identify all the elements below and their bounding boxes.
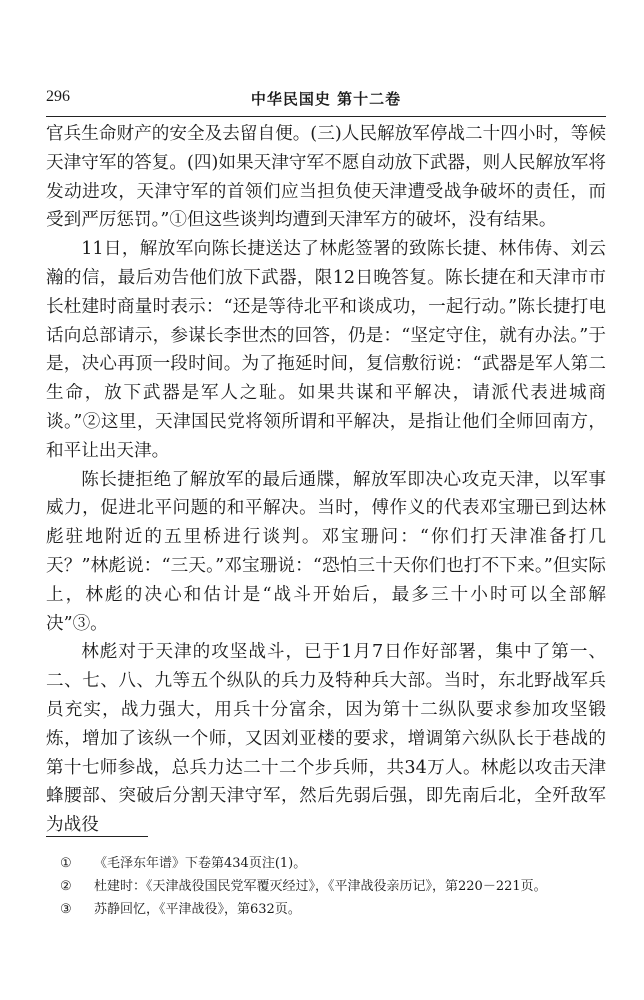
footnote-text: 苏静回忆，《平津战役》，第632页。: [94, 902, 301, 917]
paragraph-continued: 官兵生命财产的安全及去留自便。(三)人民解放军停战二十四小时，等候天津守军的答复。(四)如果天津守军不愿自动放下武器，则人民解放军将发动进攻，天津守军的首领们应当担负使天津遭受战争破坏的责任，而受到严厉惩罚。”①但这些谈判均遭到天津军方的破坏，没有结果。: [46, 124, 606, 231]
page-number: 296: [46, 88, 70, 105]
footnote-mark: ③: [60, 902, 72, 917]
footnote-text: 《毛泽东年谱》下卷第434页注(1)。: [94, 856, 307, 871]
paragraph: 林彪对于天津的攻坚战斗，已于1月7日作好部署，集中了第一、二、七、八、九等五个纵队的兵力及特种兵大部。当时，东北野战军兵员充实，战力强大，用兵十分富余，因为第十二纵队要求参加攻坚锻炼，增加了该纵一个师，又因刘亚楼的要求，增调第六纵队长于巷战的第十七师参战，总兵力达二十二个步兵师，共34万人。林彪以攻击天津蜂腰部、突破后分割天津守军，然后先弱后强，即先南后北，全歼敌军为战役: [46, 642, 606, 836]
paragraph: 11日，解放军向陈长捷送达了林彪签署的致陈长捷、林伟俦、刘云瀚的信，最后劝告他们放下武器，限12日晚答复。陈长捷在和天津市市长杜建时商量时表示：“还是等待北平和谈成功，一起行动。”陈长捷打电话向总部请示，参谋长李世杰的回答，仍是：“坚定守住，就有办法。”于是，决心再顶一段时间。为了拖延时间，复信敷衍说：“武器是军人第二生命，放下武器是军人之耻。如果共谋和平解决，请派代表进城商谈。”②这里，天津国民党将领所谓和平解决，是指让他们全师回南方，和平让出天津。: [46, 239, 606, 461]
body-text: [46, 120, 606, 840]
footnote: [60, 875, 606, 898]
footnote-text: 杜建时：《天津战役国民党军覆灭经过》，《平津战役亲历记》，第220－221页。: [94, 879, 547, 894]
footnote-mark: ②: [60, 879, 72, 894]
footnote: [60, 898, 606, 921]
running-head: 中华民国史 第十二卷: [250, 90, 402, 108]
footnotes: [60, 852, 606, 921]
footnote: [60, 852, 606, 875]
page-header: [46, 88, 606, 114]
footnote-mark: ①: [60, 856, 72, 871]
paragraph: 陈长捷拒绝了解放军的最后通牒，解放军即决心攻克天津，以军事威力，促进北平问题的和平解决。当时，傅作义的代表邓宝珊已到达林彪驻地附近的五里桥进行谈判。邓宝珊问：“你们打天津准备打几天？”林彪说：“三天。”邓宝珊说：“恐怕三十天你们也打不下来。”但实际上，林彪的决心和估计是“战斗开始后，最多三十小时可以全部解决”③。: [46, 469, 606, 634]
header-rule: [46, 116, 606, 117]
footnote-rule: [46, 836, 148, 837]
